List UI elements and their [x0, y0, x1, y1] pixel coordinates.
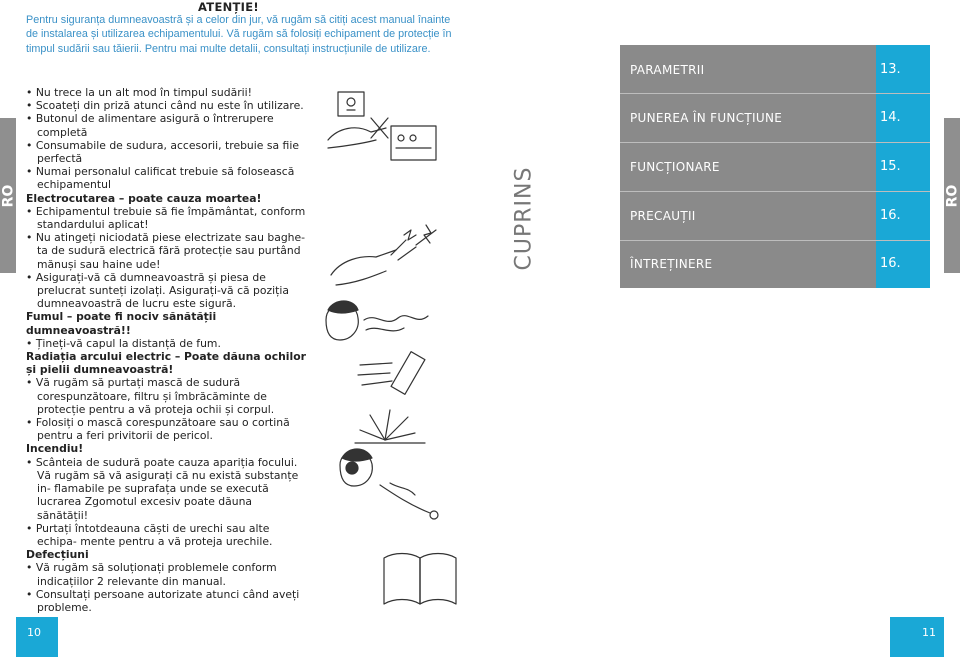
toc-divider: [620, 142, 930, 143]
toc-page-parametrii[interactable]: 13.: [880, 62, 901, 77]
list-item: • Scânteia de sudură poate cauza apariția focului. Vă rugăm să vă asigurați că nu există substanțe in- flamabile pe suprafața unde se execută lucrarea Zgomotul excesiv poate dăuna sănătății!: [26, 456, 306, 522]
electric-shock-hand-icon: [316, 205, 456, 295]
section-heading: Electrocutarea – poate cauza moartea!: [26, 191, 262, 205]
list-item: • Butonul de alimentare asigură o întrerupere completă: [26, 112, 306, 138]
toc-item-functionare[interactable]: FUNCȚIONARE: [630, 160, 720, 174]
toc-page-precautii[interactable]: 16.: [880, 208, 901, 223]
section-heading: Fumul – poate fi nociv sănătății dumneavoastră!!: [26, 310, 217, 337]
fume-head-icon: [316, 290, 456, 350]
list-item: • Consultați persoane autorizate atunci când aveți probleme.: [26, 588, 306, 614]
list-item: • Consumabile de sudura, accesorii, trebuie sa fiie perfectă: [26, 139, 306, 165]
list-item: • Echipamentul trebuie să fie împământat, conform standardului aplicat!: [26, 205, 306, 231]
toc-divider: [620, 93, 930, 94]
list-item: • Numai personalul calificat trebuie să folosească echipamentul: [26, 165, 306, 191]
toc-page-intretinere[interactable]: 16.: [880, 256, 901, 271]
toc-item-intretinere[interactable]: ÎNTREȚINERE: [630, 257, 713, 271]
toc-divider: [620, 191, 930, 192]
side-tab-left: [0, 118, 16, 273]
page-heading: ATENȚIE!: [198, 0, 259, 14]
list-item: • Nu trece la un alt mod în timpul sudării!: [26, 86, 306, 99]
cuprins-title-text: CUPRINS: [511, 166, 537, 271]
toc-page-functionare[interactable]: 15.: [880, 159, 901, 174]
welding-torch-icon: [360, 475, 460, 525]
sparks-icon: [330, 395, 450, 445]
page-number-right: 11: [922, 626, 936, 639]
open-book-icon: [380, 548, 460, 608]
page-number-left: 10: [27, 626, 41, 639]
list-item: • Vă rugăm să soluționați problemele conform indicațiilor 2 relevante din manual.: [26, 561, 306, 587]
toc-divider: [620, 240, 930, 241]
warning-text: Pentru siguranța dumneavoastră și a celor din jur, vă rugăm să citiți acest manual înainte de instalarea și utilizarea echipamentului. Vă rugăm să folosiți echipament de protecție în timpul sudării sau tăierii. Pentru mai multe detalii, consultați instrucțiunile de utilizare.: [26, 14, 452, 55]
side-tab-right-label: RO: [944, 184, 960, 207]
list-item: • Vă rugăm să purtați mască de sudură corespunzătoare, filtru și îmbrăcăminte de protecție pentru a vă proteja ochii și corpul.: [26, 376, 306, 416]
list-item: • Asigurați-vă că dumneavoastră și piesa de prelucrat sunteți izolați. Asigurați-vă că poziția dumneavoastră de lucru este sigură.: [26, 271, 306, 311]
section-heading: Defecțiuni: [26, 548, 89, 562]
toc-item-parametrii[interactable]: PARAMETRII: [630, 63, 705, 77]
section-heading: Incendiu!: [26, 442, 84, 456]
section-heading: Radiația arcului electric – Poate dăuna ochilor și pielii dumneavoastră!: [26, 350, 306, 377]
list-item: • Țineți-vă capul la distanță de fum.: [26, 337, 306, 350]
list-item: • Nu atingeți niciodată piese electrizate sau baghe- ta de sudură electrică fără protecție sau purtând mănuși sau haine ude!: [26, 231, 306, 271]
side-tab-left-label: RO: [0, 184, 16, 207]
toc-item-precautii[interactable]: PRECAUȚII: [630, 209, 696, 223]
cuprins-title: [509, 166, 539, 276]
instruction-list: [26, 86, 306, 614]
side-tab-right: [944, 118, 960, 273]
list-item: • Folosiți o mască corespunzătoare sau o cortină pentru a feri privitorii de pericol.: [26, 416, 306, 442]
list-item: • Purtați întotdeauna căști de urechi sau alte echipa- mente pentru a vă proteja urechile.: [26, 522, 306, 548]
toc-page-punerea[interactable]: 14.: [880, 110, 901, 125]
socket-hand-icon: [316, 88, 456, 168]
toc-item-punerea[interactable]: PUNEREA ÎN FUNCȚIUNE: [630, 111, 783, 125]
list-item: • Scoateți din priză atunci când nu este în utilizare.: [26, 99, 306, 112]
